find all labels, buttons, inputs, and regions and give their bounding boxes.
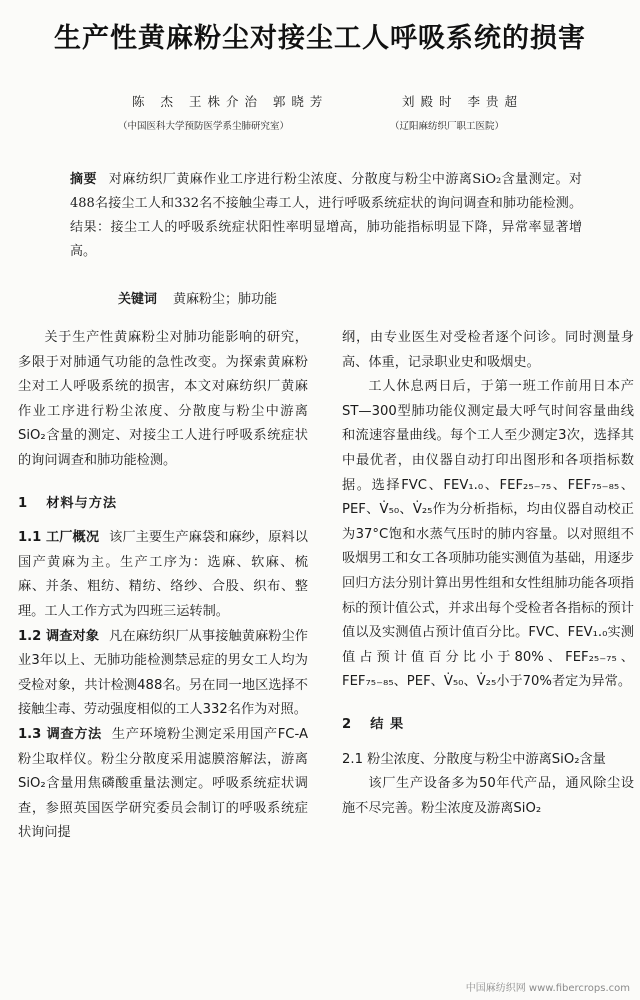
keywords-label: 关键词 — [118, 292, 158, 307]
subsection-label: 1.3 调查方法 — [18, 726, 102, 742]
subsection-text: 该厂主要生产麻袋和麻纱，原料以国产黄麻为主。生产工序为：选麻、软麻、梳麻、并条、粗纺、精纺、络纱、合股、织布、整理。工人工作方式为四班三运转制。 — [18, 530, 308, 619]
keywords — [118, 288, 277, 307]
subsection-1-3 — [18, 723, 308, 846]
author-affiliation: （辽阳麻纺织厂职工医院） — [390, 121, 505, 132]
author-names: 陈 杰 王株介治 郭晓芳 — [132, 94, 329, 109]
intro-paragraph: 关于生产性黄麻粉尘对肺功能影响的研究，多限于对肺通气功能的急性改变。为探索黄麻粉尘对工人呼吸系统的损害，本文对麻纺织厂黄麻作业工序进行粉尘浓度、分散度与粉尘中游离SiO₂含量的测定、对接尘工人进行呼吸系统症状的询问调查和肺功能检测。 — [18, 330, 308, 468]
subsection-1-2 — [18, 625, 308, 723]
subsection-label: 1.2 调查对象 — [18, 628, 100, 644]
author-block-left — [118, 92, 328, 132]
watermark: 中国麻纺织网 www.fibercrops.com — [465, 983, 630, 994]
abstract — [70, 168, 582, 264]
section-heading — [342, 713, 634, 738]
subsection-label: 1.1 工厂概况 — [18, 530, 100, 546]
subsection-1-1 — [18, 526, 308, 624]
subsection-text: 生产环境粉尘测定采用国产FC-A粉尘取样仪。粉尘分散度采用滤膜溶解法，游离SiO₂含量用焦磷酸重量法测定。呼吸系统症状调查，参照英国医学研究委员会制订的呼吸系统症状询问提 — [18, 726, 308, 841]
body-paragraph: 纲，由专业医生对受检者逐个问诊。同时测量身高、体重，记录职业史和吸烟史。 — [342, 330, 634, 370]
abstract-text: 对麻纺织厂黄麻作业工序进行粉尘浓度、分散度与粉尘中游离SiO₂含量测定。对488名接尘工人和332名不接触尘毒工人，进行呼吸系统症状的询问调查和肺功能检测。结果：接尘工人的呼吸系统症状阳性率明显增高，肺功能指标明显下降，异常率显著增高。 — [70, 172, 582, 259]
right-column — [342, 326, 634, 821]
abstract-label: 摘要 — [70, 172, 97, 187]
author-names: 刘殿时 李贵超 — [402, 94, 523, 109]
author-affiliation: （中国医科大学预防医学系尘肺研究室） — [118, 121, 290, 132]
section-number: 2 — [342, 716, 353, 732]
section-title: 结 果 — [370, 716, 405, 732]
body-paragraph: 该厂生产设备多为50年代产品，通风除尘设施不尽完善。粉尘浓度及游离SiO₂ — [342, 776, 634, 816]
author-block-right — [390, 92, 523, 132]
section-heading — [18, 492, 308, 517]
body-paragraph: 工人休息两日后，于第一班工作前用日本产ST—300型肺功能仪测定最大呼气时间容量曲线和流速容量曲线。每个工人至少测定3次，选择其中最优者，由仪器自动打印出图形和各项指标数据。选择FVC、FEV₁.₀、FEF₂₅₋₇₅、FEF₇₅₋₈₅、PEF、V̇₅₀、V̇₂₅作为分析指标，均由仪器自动校正为37°C饱和水蒸气压时的肺内容量。以对照组不吸烟男工和女工各项肺功能实测值为基础，用逐步回归方法分别计算出男性组和女性组肺功能各项指标的预计值公式，并求出每个受检者各指标的预计值以及实测值占预计值百分比。FVC、FEV₁.₀实测值占预计值百分比小于80%、FEF₂₅₋₇₅、FEF₇₅₋₈₅、PEF、V̇₅₀、V̇₂₅小于70%者定为异常。 — [342, 379, 634, 690]
subsection-text: 凡在麻纺织厂从事接触黄麻粉尘作业3年以上、无肺功能检测禁忌症的男女工人均为受检对象，共计检测488名。另在同一地区选择不接触尘毒、劳动强度相似的工人332名作为对照。 — [18, 628, 308, 718]
subsection-2-1-heading: 2.1 粉尘浓度、分散度与粉尘中游离SiO₂含量 — [342, 751, 606, 767]
section-title: 材料与方法 — [46, 495, 118, 511]
paper-title: 生产性黄麻粉尘对接尘工人呼吸系统的损害 — [54, 23, 586, 54]
left-column — [18, 326, 308, 846]
keywords-text: 黄麻粉尘；肺功能 — [173, 292, 278, 307]
section-number: 1 — [18, 495, 29, 511]
